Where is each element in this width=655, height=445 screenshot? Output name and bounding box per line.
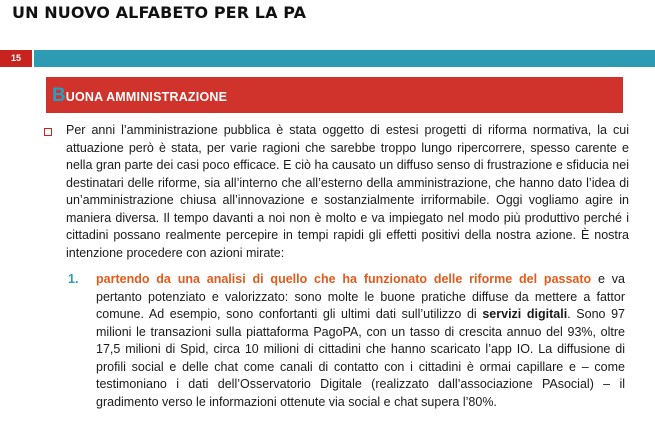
intro-paragraph: Per anni l’amministrazione pubblica è stata oggetto di estesi progetti di riforma normativa, la cui attuazione però è stata, per varie ragioni che sarebbe troppo lungo ripercorrere, spesso carente e nella gran parte dei casi poco efficace. E ciò ha causato un diffuso senso di frustrazione e sfiducia nei destinatari delle riforme, sia all’interno che all’esterno della amministrazione, che hanno dato l’idea di un’amministrazione chiusa all’innovazione e sostanzialmente irriformabile. Oggi vogliamo agire in maniera diversa. Il tempo davanti a noi non è molto e va impiegato nel modo più produttivo perché i cittadini possano realmente percepire in tempi rapidi gli effetti positivi della nostra azione. È nostra intenzione procedere con azioni mirate:: [66, 123, 629, 260]
item-text: [96, 271, 625, 411]
numbered-item: [44, 271, 629, 411]
header-bar: [34, 50, 655, 67]
section-header: [46, 77, 623, 113]
square-bullet-icon: [44, 128, 52, 136]
item-text-b: . Sono 97 milioni le transazioni sulla piattaforma PagoPA, con un tasso di crescita annuo del 93%, oltre 17,5 milioni di Spid, circa 10 milioni di cittadini che hanno scaricato l’app IO. La diffusione di profili social e delle chat come canali di contatto con i cittadini è ormai capillare e – come testimoniano i dati dell’Osservatorio Digitale (realizzato dall’associazione PAsocial) – il gradimento verso le informazioni ottenute via social e chat supera l’80%.: [96, 307, 626, 409]
bullet-item: [44, 122, 629, 262]
slide-body: [44, 122, 629, 411]
item-text-a: e va pertanto potenziato e valorizzato: sono molte le buone pratiche diffuse da mettere a fattor comune. Ad esempio, sono confortanti gli ultimi dati sull’utilizzo di: [96, 272, 625, 321]
item-number: 1.: [68, 272, 79, 286]
section-header-text: UONA AMMINISTRAZIONE: [65, 90, 228, 104]
page-number: 15: [0, 50, 32, 67]
item-bold-term: servizi digitali: [482, 307, 568, 321]
item-highlight: partendo da una analisi di quello che ha funzionato delle riforme del passato: [96, 272, 592, 286]
slide-title: UN NUOVO ALFABETO PER LA PA: [12, 3, 307, 22]
section-header-initial: B: [52, 85, 66, 106]
